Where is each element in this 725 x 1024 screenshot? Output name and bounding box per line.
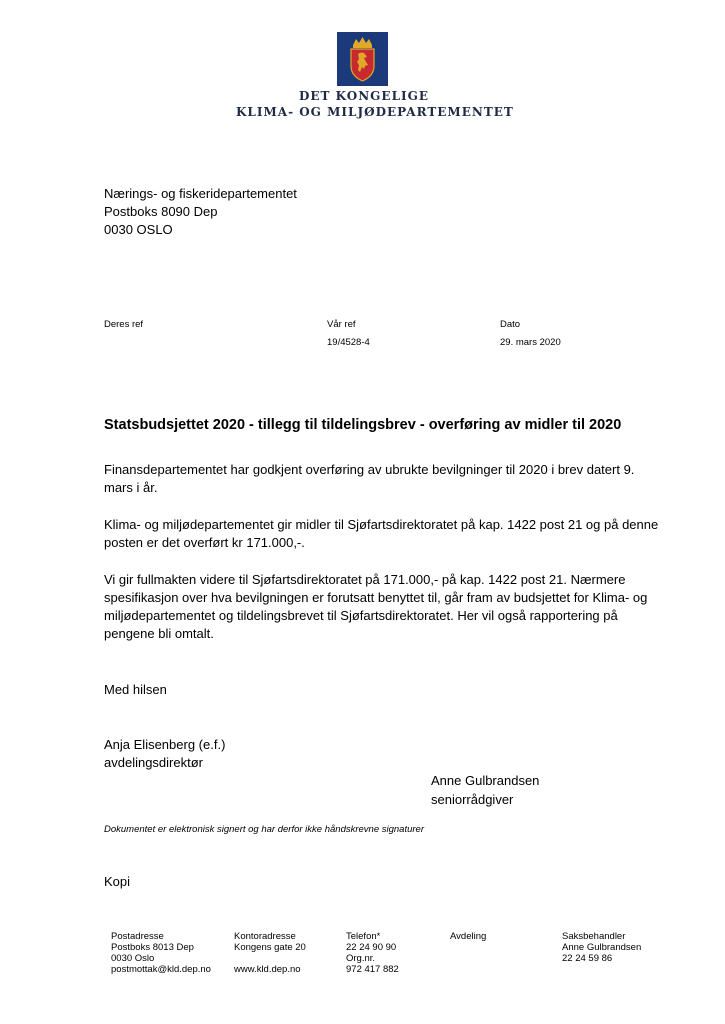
footer-post-email: postmottak@kld.dep.no <box>111 964 211 975</box>
signature-disclaimer: Dokumentet er elektronisk signert og har derfor ikke håndskrevne signaturer <box>104 824 424 835</box>
footer-kontor-label: Kontoradresse <box>234 931 296 942</box>
recipient-city: 0030 OSLO <box>104 222 173 237</box>
footer-kontor-line-1: Kongens gate 20 <box>234 942 306 953</box>
dato-value: 29. mars 2020 <box>500 337 561 348</box>
signer-1-name: Anja Elisenberg (e.f.) <box>104 737 226 752</box>
var-ref-value: 19/4528-4 <box>327 337 370 348</box>
deres-ref-label: Deres ref <box>104 319 144 330</box>
footer-kontor-web: www.kld.dep.no <box>234 964 301 975</box>
footer-orgnr-label: Org.nr. <box>346 953 376 964</box>
body-paragraph-3: Vi gir fullmakten videre til Sjøfartsdirektoratet på 171.000,- på kap. 1422 post 21. Nærmere spesifikasjon over hva bevilgningen er forutsatt benyttet til, går fram av budsjettet for Klima- og miljødepartementet og tildelingsbrevet til Sjøfartsdirektoratet. Her vil også rapportering på pengene bli omtalt. <box>104 572 648 641</box>
footer-kontor <box>234 931 306 975</box>
letter-subject: Statsbudsjettet 2020 - tillegg til tildelingsbrev - overføring av midler til 2020 <box>104 417 622 433</box>
footer-saksbehandler-label: Saksbehandler <box>562 931 626 942</box>
footer-post-line-2: 0030 Oslo <box>111 953 155 964</box>
dato-label: Dato <box>500 319 521 330</box>
footer-saksbehandler-phone: 22 24 59 86 <box>562 953 613 964</box>
department-line-1: DET KONGELIGE <box>298 89 430 103</box>
department-line-2: KLIMA- OG MILJØDEPARTEMENTET <box>236 105 514 119</box>
footer-kontor-spacer <box>234 953 306 964</box>
var-ref-label: Vår ref <box>327 319 356 330</box>
footer-telefon-label: Telefon* <box>346 931 381 942</box>
footer-orgnr-value: 972 417 882 <box>346 964 399 975</box>
body-paragraph-1: Finansdepartementet har godkjent overføring av ubrukte bevilgninger til 2020 i brev datert 9. mars i år. <box>104 462 635 495</box>
body-paragraph-2: Klima- og miljødepartementet gir midler til Sjøfartsdirektoratet på kap. 1422 post 21 og på denne posten er det overført kr 171.000,-. <box>104 517 659 550</box>
signer-2-name: Anne Gulbrandsen <box>431 773 540 788</box>
footer-telefon-number: 22 24 90 90 <box>346 942 397 953</box>
footer-avdeling <box>450 931 486 942</box>
footer-saksbehandler <box>562 931 641 964</box>
footer-telefon <box>346 931 399 975</box>
footer-avdeling-label: Avdeling <box>450 931 487 942</box>
letterhead <box>236 32 514 128</box>
coat-of-arms-icon <box>337 32 388 86</box>
greeting: Med hilsen <box>104 682 167 697</box>
footer-post-line-1: Postboks 8013 Dep <box>111 942 194 953</box>
recipient-name: Nærings- og fiskeridepartementet <box>104 186 297 201</box>
kopi-label: Kopi <box>104 874 131 889</box>
signer-1-title: avdelingsdirektør <box>104 755 203 770</box>
recipient-street: Postboks 8090 Dep <box>104 204 218 219</box>
footer-saksbehandler-name: Anne Gulbrandsen <box>562 942 642 953</box>
footer-post <box>111 931 211 975</box>
footer-post-label: Postadresse <box>111 931 164 942</box>
signer-2-title: seniorrådgiver <box>431 792 514 807</box>
